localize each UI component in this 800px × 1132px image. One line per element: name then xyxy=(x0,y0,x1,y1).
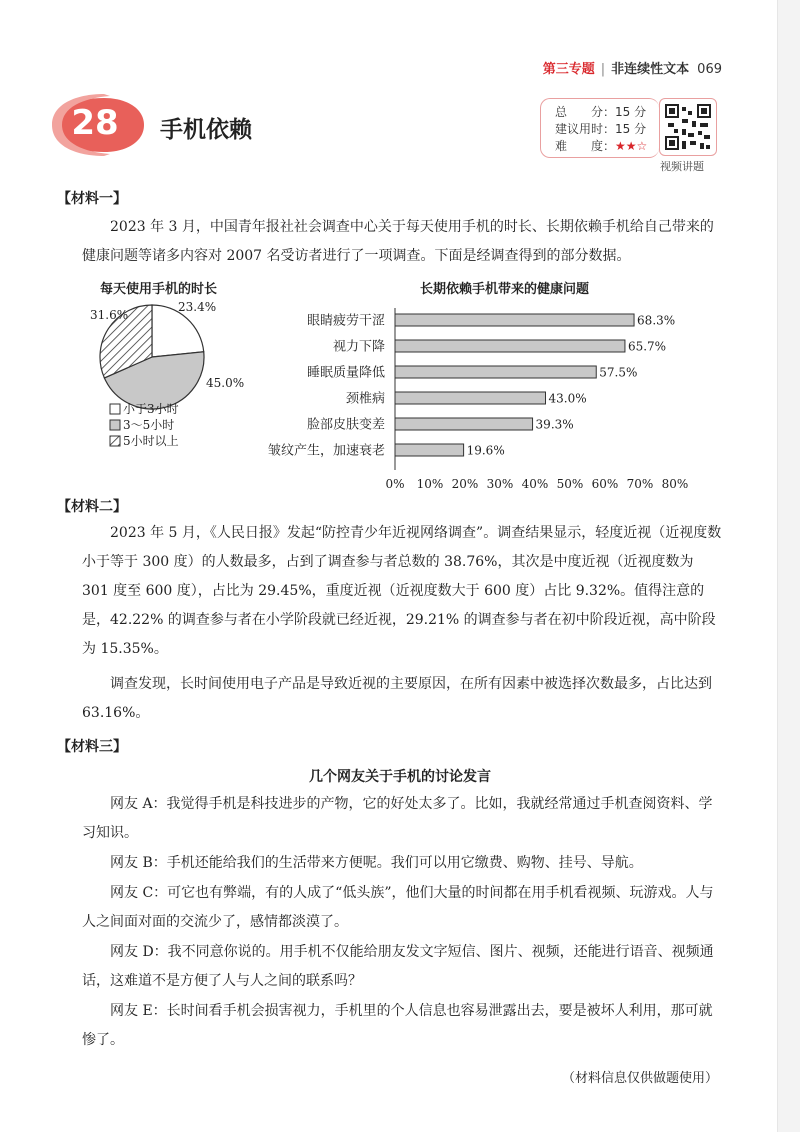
material1-label: 【材料一】 xyxy=(57,191,127,207)
bar xyxy=(395,314,634,326)
header-separator: | xyxy=(600,62,606,77)
material2-label: 【材料二】 xyxy=(57,499,127,515)
netizen-c: 网友 C：可它也有弊端，有的人成了“低头族”，他们大量的时间都在用手机看视频、玩游戏。人与人之间面对面的交流少了，感情都淡漠了。 xyxy=(82,885,714,930)
netizen-a: 网友 A：我觉得手机是科技进步的产物，它的好处太多了。比如，我就经常通过手机查阅资料、学习知识。 xyxy=(82,796,713,841)
bar-value-label: 57.5% xyxy=(599,365,638,380)
bar-chart xyxy=(255,300,715,490)
bar-value-label: 39.3% xyxy=(535,417,574,432)
material2-p1: 2023 年 5 月，《人民日报》发起“防控青少年近视网络调查”。调查结果显示，轻度近视（近视度数小于等于 300 度）的人数最多，占到了调查参与者总数的 38.76%，其次是中度近视（近视度数为 301 度至 600 度），占比为 29.45%，重度近视（近视度数大于 600 度）占比 9.32%。值得注意的是，42.22% 的调查参与者在小学阶段就已经近视，29.21% 的调查参与者在初中阶段近视，高中阶段为 15.35%。 xyxy=(82,525,722,657)
bar-value-label: 19.6% xyxy=(466,443,505,458)
difficulty-stars: ★★☆ xyxy=(615,139,648,153)
info-box xyxy=(540,98,659,158)
difficulty-label: 难 度： xyxy=(555,139,616,153)
header-topic: 第三专题 xyxy=(542,62,595,77)
pie-chart-title: 每天使用手机的时长 xyxy=(100,282,218,297)
score-value: 15 分 xyxy=(615,105,647,119)
bar xyxy=(395,366,596,378)
bar xyxy=(395,392,546,404)
x-tick-label: 30% xyxy=(486,477,514,490)
score-label: 总 分： xyxy=(555,105,616,119)
bar xyxy=(395,418,533,430)
video-label: 视频讲题 xyxy=(660,160,704,173)
legend-label: 小于3小时 xyxy=(123,402,179,416)
time-row xyxy=(555,120,646,137)
bar xyxy=(395,444,464,456)
x-tick-label: 20% xyxy=(451,477,479,490)
pie-value-label: 45.0% xyxy=(206,376,245,390)
footnote: （材料信息仅供做题使用） xyxy=(561,1071,718,1086)
qr-code-icon[interactable] xyxy=(659,98,717,156)
legend-label: 3～5小时 xyxy=(123,418,175,432)
material1-text: 2023 年 3 月，中国青年报社社会调查中心关于每天使用手机的时长、长期依赖手机给自己带来的健康问题等诸多内容对 2007 名受访者进行了一项调查。下面是经调查得到的部分数据。 xyxy=(82,219,714,264)
bar-value-label: 65.7% xyxy=(627,339,667,354)
x-tick-label: 0% xyxy=(385,477,405,490)
bar-value-label: 68.3% xyxy=(637,313,676,328)
material2-p2: 调查发现，长时间使用电子产品是导致近视的主要原因，在所有因素中被选择次数最多，占比达到 63.16%。 xyxy=(82,676,712,721)
page-edge xyxy=(777,0,800,1132)
bar-category-label: 眼睛疲劳干涩 xyxy=(306,313,385,329)
bar xyxy=(395,340,625,352)
material3-label: 【材料三】 xyxy=(57,739,127,755)
netizen-b: 网友 B：手机还能给我们的生活带来方便呢。我们可以用它缴费、购物、挂号、导航。 xyxy=(110,855,643,871)
lesson-title: 手机依赖 xyxy=(160,117,252,143)
legend-swatch xyxy=(110,436,120,446)
legend-label: 5小时以上 xyxy=(123,434,179,448)
legend-swatch xyxy=(110,420,120,430)
lesson-number: 28 xyxy=(71,103,119,143)
x-tick-label: 50% xyxy=(556,477,584,490)
time-value: 15 分 xyxy=(615,122,647,136)
bar-category-label: 脸部皮肤变差 xyxy=(306,417,385,433)
bar-category-label: 皱纹产生，加速衰老 xyxy=(267,443,385,459)
time-label: 建议用时： xyxy=(555,122,616,136)
pie-value-label: 23.4% xyxy=(178,300,217,314)
bar-category-label: 睡眠质量降低 xyxy=(306,365,385,381)
page-number: 069 xyxy=(697,62,722,77)
x-tick-label: 40% xyxy=(521,477,549,490)
running-header xyxy=(543,58,722,77)
bar-category-label: 颈椎病 xyxy=(345,391,385,407)
pie-value-label: 31.6% xyxy=(90,308,129,322)
material3-title: 几个网友关于手机的讨论发言 xyxy=(309,769,491,785)
x-tick-label: 70% xyxy=(626,477,654,490)
netizen-e: 网友 E：长时间看手机会损害视力，手机里的个人信息也容易泄露出去，要是被坏人利用，那可就惨了。 xyxy=(82,1003,713,1048)
header-subtitle: 非连续性文本 xyxy=(611,62,690,77)
x-tick-label: 60% xyxy=(591,477,619,490)
legend-swatch xyxy=(110,404,120,414)
score-row xyxy=(555,103,646,120)
bar-category-label: 视力下降 xyxy=(332,339,385,355)
netizen-d: 网友 D：我不同意你说的。用手机不仅能给朋友发文字短信、图片、视频，还能进行语音、视频通话，这难道不是方便了人与人之间的联系吗？ xyxy=(82,944,714,989)
difficulty-row xyxy=(555,137,647,154)
bar-chart-title: 长期依赖手机带来的健康问题 xyxy=(420,282,590,297)
x-tick-label: 10% xyxy=(416,477,444,490)
bar-value-label: 43.0% xyxy=(548,391,587,406)
x-tick-label: 80% xyxy=(661,477,689,490)
